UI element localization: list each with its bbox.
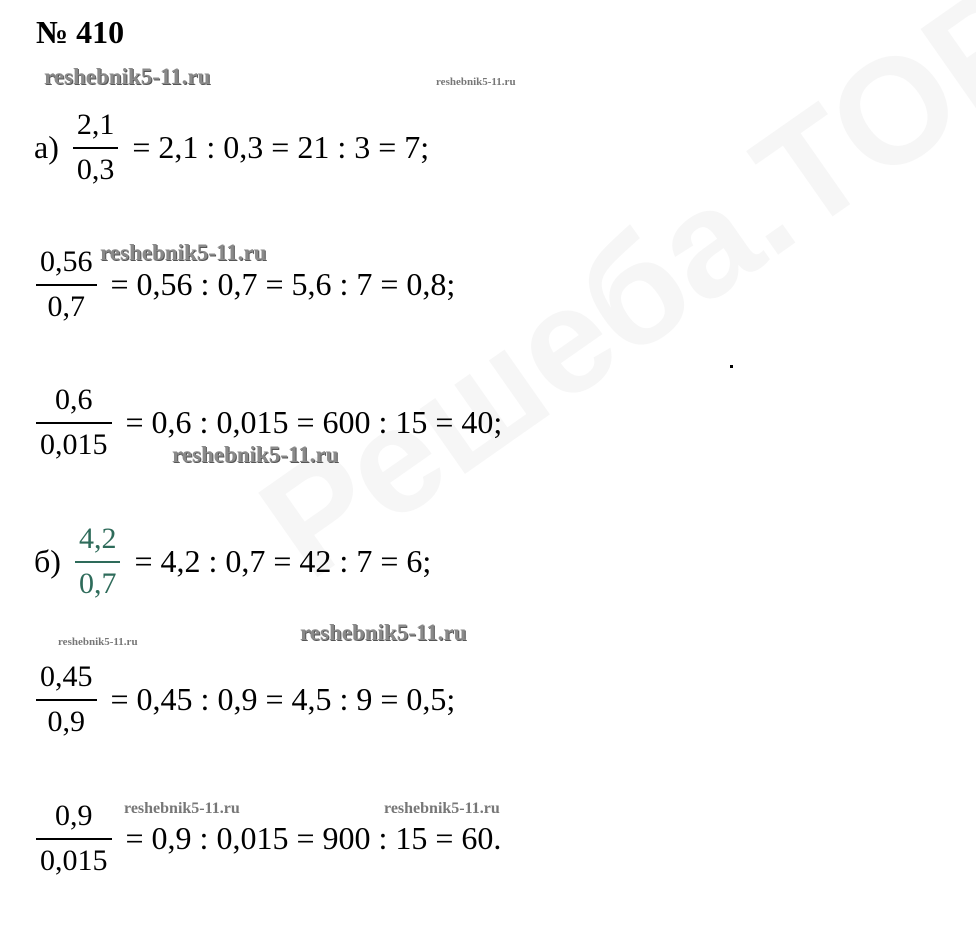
fraction [36,245,97,324]
fraction [36,799,112,878]
equation-text: = 4,2 : 0,7 = 42 : 7 = 6; [134,543,432,579]
denominator: 0,7 [47,289,85,323]
equation-text: = 2,1 : 0,3 = 21 : 3 = 7; [132,129,430,165]
fraction-bar [73,147,119,149]
numerator: 0,56 [40,245,93,278]
numerator: 0,6 [55,383,93,416]
numerator: 0,45 [40,660,93,693]
equation-row [34,108,429,187]
fraction-bar [36,838,112,840]
problem-number: № 410 [36,14,125,50]
part-marker: б) [34,543,61,579]
fraction [75,522,121,601]
watermark: reshebnik5-11.ru [100,240,267,265]
watermark: reshebnik5-11.ru [300,620,467,645]
watermark: reshebnik5-11.ru [384,800,500,817]
watermark: reshebnik5-11.ru [58,636,138,648]
denominator: 0,9 [47,704,85,738]
fraction-bar [36,699,97,701]
equation-text: = 0,45 : 0,9 = 4,5 : 9 = 0,5; [110,681,456,717]
fraction [36,383,112,462]
equation-row [36,383,502,462]
fraction [36,660,97,739]
denominator: 0,015 [40,843,108,877]
numerator: 0,9 [55,799,93,832]
fraction-bar [36,422,112,424]
watermark: reshebnik5-11.ru [172,442,339,467]
equation-row [34,522,431,601]
equation-text: = 0,6 : 0,015 = 600 : 15 = 40; [125,404,503,440]
watermark: reshebnik5-11.ru [44,64,211,89]
equation-row [36,660,455,739]
watermark: reshebnik5-11.ru [436,76,516,88]
numerator: 2,1 [76,108,115,141]
stray-dot [730,365,733,368]
part-marker: а) [34,129,59,165]
fraction-bar [75,561,121,563]
denominator: 0,7 [78,566,117,600]
equation-text: = 0,9 : 0,015 = 900 : 15 = 60. [125,820,502,856]
denominator: 0,3 [76,152,115,186]
equation-text: = 0,56 : 0,7 = 5,6 : 7 = 0,8; [110,266,456,302]
fraction [73,108,119,187]
equation-row [36,245,455,324]
watermark: reshebnik5-11.ru [124,800,240,817]
numerator: 4,2 [78,522,117,555]
denominator: 0,015 [40,427,108,461]
fraction-bar [36,284,97,286]
equation-row [36,799,501,878]
